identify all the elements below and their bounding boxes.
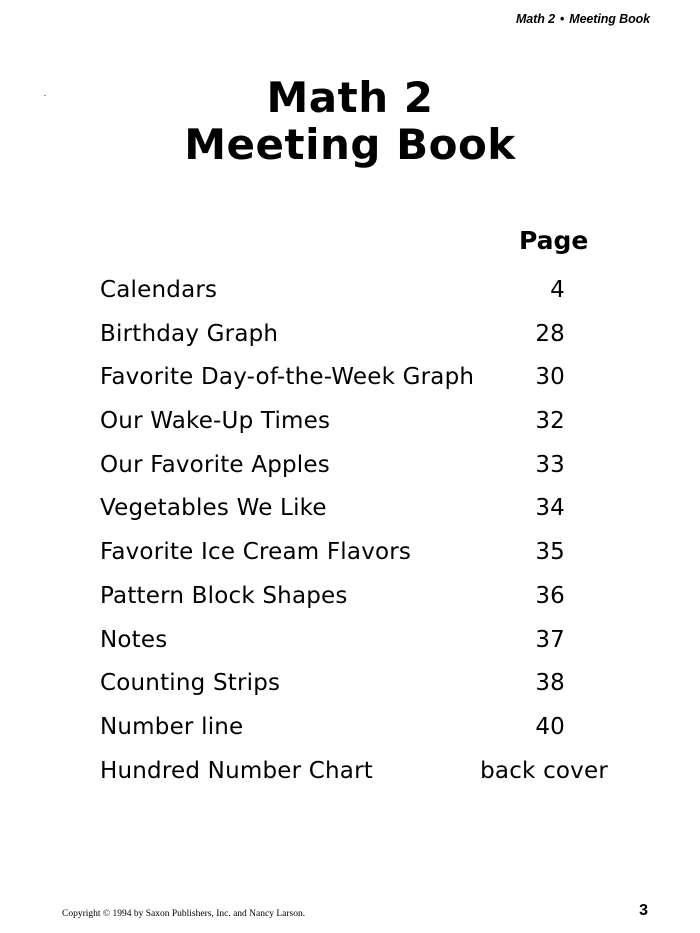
toc-entry-notes (100, 622, 620, 666)
toc-entry-pattern-block-shapes (100, 578, 620, 622)
toc-entry-title: Our Wake-Up Times (100, 408, 331, 435)
toc-entry-page: 28 (535, 320, 565, 347)
toc-entry-page: 4 (550, 277, 565, 303)
toc-entry-favorite-day-graph (100, 359, 620, 403)
running-header (516, 12, 650, 26)
toc-entry-page: 40 (535, 713, 565, 740)
toc-entry-wake-up-times (100, 403, 620, 447)
toc-entry-ice-cream-flavors (100, 534, 620, 578)
toc-entry-title: Calendars (100, 277, 218, 303)
toc-entry-hundred-number-chart (100, 753, 620, 797)
page-title (0, 74, 700, 168)
toc-entry-page: 30 (535, 364, 565, 391)
page-number: 3 (639, 902, 648, 919)
toc-entry-calendars (100, 272, 620, 316)
page-title-line-1: Math 2 (266, 73, 434, 122)
toc-entry-page: back cover (480, 757, 608, 784)
toc-entry-birthday-graph (100, 316, 620, 360)
toc-entry-favorite-apples (100, 447, 620, 491)
page-column-header: Page (519, 226, 589, 255)
toc-entry-title: Favorite Day-of-the-Week Graph (100, 364, 475, 391)
toc-entry-vegetables (100, 490, 620, 534)
toc-entry-page: 37 (535, 626, 565, 653)
toc-entry-page: 34 (535, 495, 565, 522)
toc-entry-page: 32 (535, 408, 565, 435)
toc-entry-number-line (100, 709, 620, 753)
toc-entry-title: Favorite Ice Cream Flavors (100, 539, 412, 566)
toc-entry-page: 38 (535, 670, 565, 697)
toc-entry-title: Counting Strips (100, 670, 281, 697)
toc-entry-title: Notes (100, 626, 168, 653)
bullet-separator-icon: • (559, 12, 565, 26)
toc-entry-title: Vegetables We Like (100, 495, 327, 522)
toc-entry-title: Hundred Number Chart (100, 757, 373, 784)
toc-entry-title: Our Favorite Apples (100, 451, 330, 478)
toc-entry-page: 36 (535, 582, 565, 609)
toc-entry-counting-strips (100, 665, 620, 709)
page-title-line-2: Meeting Book (184, 120, 516, 169)
toc-entry-title: Birthday Graph (100, 320, 279, 347)
toc-entry-title: Pattern Block Shapes (100, 582, 348, 609)
toc-entry-title: Number line (100, 713, 244, 740)
running-header-book: Math 2 (515, 12, 555, 26)
copyright-notice: Copyright © 1994 by Saxon Publishers, Inc. and Nancy Larson. (62, 909, 306, 919)
toc-entry-page: 33 (535, 451, 565, 478)
running-header-title: Meeting Book (569, 12, 650, 26)
table-of-contents (100, 272, 620, 796)
toc-entry-page: 35 (535, 539, 565, 566)
